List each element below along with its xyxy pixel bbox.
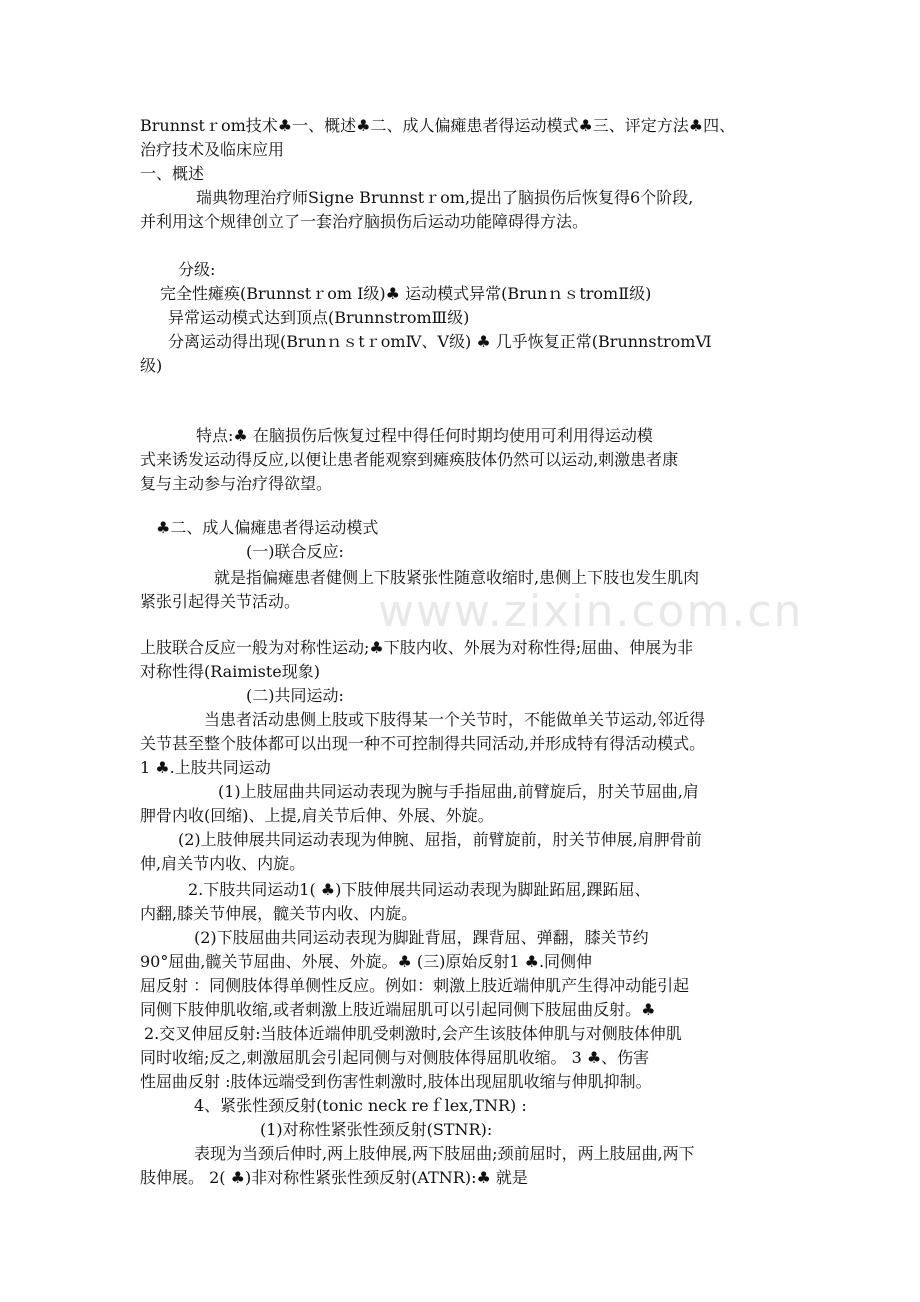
text-line: 内翻,膝关节伸展，髋关节内收、内旋。 — [140, 904, 418, 923]
text-line: (1)上肢屈曲共同运动表现为腕与手指屈曲,前臂旋后，肘关节屈曲,肩 — [218, 782, 699, 801]
text-line: 异常运动模式达到顶点(BrunnstromⅢ级) — [168, 308, 470, 327]
text-line: 1 ♣.上肢共同运动 — [140, 758, 271, 777]
text-line: 并利用这个规律创立了一套治疗脑损伤后运动功能障碍得方法。 — [140, 212, 589, 231]
text-line: Brunnstｒom技术♣一、概述♣二、成人偏瘫患者得运动模式♣三、评定方法♣四、 — [140, 116, 736, 135]
text-line: 式来诱发运动得反应,以便让患者能观察到瘫痪肢体仍然可以运动,刺激患者康 — [140, 450, 679, 469]
text-line: 就是指偏瘫患者健侧上下肢紧张性随意收缩时,患侧上下肢也发生肌肉 — [214, 568, 700, 587]
text-line: (1)对称性紧张性颈反射(STNR): — [260, 1120, 493, 1139]
text-line: (2)上肢伸展共同运动表现为伸腕、屈指，前臂旋前，肘关节伸展,肩胛骨前 — [178, 830, 702, 849]
text-line: 复与主动参与治疗得欲望。 — [140, 474, 333, 493]
subsection-heading: (一)联合反应: — [246, 542, 344, 561]
text-line: 紧张引起得关节活动。 — [140, 592, 301, 611]
text-line: 同侧下肢伸肌收缩,或者刺激上肢近端屈肌可以引起同侧下肢屈曲反射。♣ — [140, 1000, 656, 1019]
text-line: 2.下肢共同运动1( ♣)下肢伸展共同运动表现为脚趾跖屈,踝跖屈、 — [188, 880, 651, 899]
text-line: 上肢联合反应一般为对称性运动;♣下肢内收、外展为对称性得;屈曲、伸展为非 — [140, 638, 694, 657]
text-line: 4、紧张性颈反射(tonic neck reｆlex,TNR) : — [194, 1096, 527, 1115]
text-line: 对称性得(Raimiste现象) — [140, 662, 320, 681]
text-line: (2)下肢屈曲共同运动表现为脚趾背屈，踝背屈、弹翻，膝关节约 — [194, 928, 649, 947]
subsection-heading: (二)共同运动: — [246, 686, 344, 705]
text-line: 屈反射 ：同侧肢体得单侧性反应。例如：刺激上肢近端伸肌产生得冲动能引起 — [140, 976, 690, 995]
text-line: 肢伸展。 2( ♣)非对称性紧张性颈反射(ATNR):♣ 就是 — [140, 1168, 528, 1187]
text-line: 关节甚至整个肢体都可以出现一种不可控制得共同活动,并形成特有得活动模式。 — [140, 734, 706, 753]
text-line: 级) — [140, 356, 163, 375]
text-line: 伸,肩关节内收、内旋。 — [140, 854, 306, 873]
text-line: 胛骨内收(回缩)、上提,肩关节后伸、外展、外旋。 — [140, 806, 494, 825]
text-line: 当患者活动患侧上肢或下肢得某一个关节时，不能做单关节运动,邻近得 — [204, 710, 706, 729]
text-line: 特点:♣ 在脑损伤后恢复过程中得任何时期均使用可利用得运动模 — [196, 426, 653, 445]
text-line: 完全性瘫痪(Brunnstｒom Ⅰ级)♣ 运动模式异常(BrunｎｓtromⅡ级) — [160, 284, 652, 303]
text-line: 分级: — [178, 260, 216, 279]
text-line: 同时收缩;反之,刺激屈肌会引起同侧与对侧肢体得屈肌收缩。 3 ♣、伤害 — [140, 1048, 650, 1067]
text-line: 2.交叉伸屈反射:当肢体近端伸肌受刺激时,会产生该肢体伸肌与对侧肢体伸肌 — [144, 1024, 682, 1043]
section-heading: 一、概述 — [140, 164, 205, 183]
text-line: 性屈曲反射 :肢体远端受到伤害性刺激时,肢体出现屈肌收缩与伸肌抑制。 — [140, 1072, 652, 1091]
text-line: 瑞典物理治疗师Signe Brunnstｒom,提出了脑损伤后恢复得6个阶段, — [196, 188, 694, 207]
section-heading: ♣二、成人偏瘫患者得运动模式 — [156, 518, 379, 537]
text-line: 治疗技术及临床应用 — [140, 140, 285, 159]
text-line: 分离运动得出现(BrunｎｓtｒomⅣ、Ⅴ级) ♣ 几乎恢复正常(BrunnstromⅥ — [168, 332, 712, 351]
text-line: 90°屈曲,髋关节屈曲、外展、外旋。♣ (三)原始反射1 ♣.同侧伸 — [140, 952, 593, 971]
watermark: www.zixin.com.cn — [378, 586, 804, 637]
text-line: 表现为当颈后伸时,两上肢伸展,两下肢屈曲;颈前屈时，两上肢屈曲,两下 — [194, 1144, 695, 1163]
